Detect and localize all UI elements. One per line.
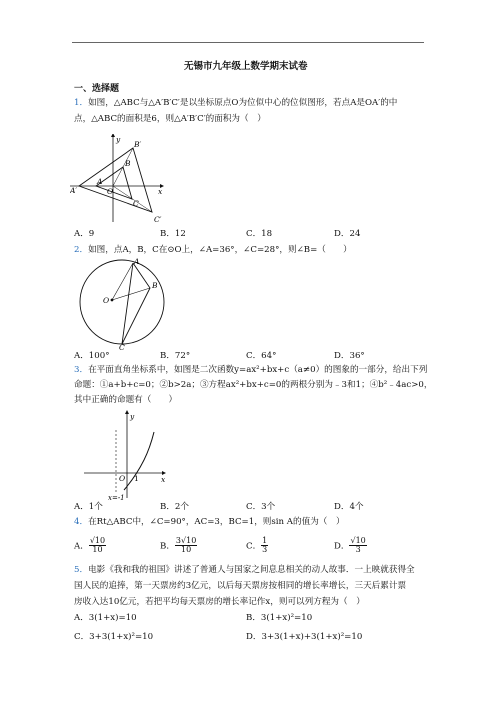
q4-option-a-fraction: [89, 537, 106, 555]
q4-option-b-fraction: [175, 537, 197, 555]
header-rule: [72, 42, 424, 43]
q1-label-cp: C′: [154, 215, 162, 224]
q3-label-symmetry: x=-1: [108, 494, 125, 500]
q4-option-a[interactable]: [74, 537, 106, 555]
q2-line1: [74, 246, 352, 256]
q3-y-arrow-icon: [125, 410, 129, 414]
q4-option-c[interactable]: [246, 537, 268, 555]
fraction-denominator: 3: [262, 545, 268, 555]
q4-number: 4．: [74, 517, 89, 527]
q1-option-b[interactable]: B．12: [160, 229, 186, 239]
q1-number: 1．: [74, 98, 89, 108]
q4-line1: [74, 518, 345, 528]
q2-label-b: B: [152, 281, 158, 290]
q4-text-1: 在Rt△ABC中，∠C=90°，AC=3，BC=1，则sin A的值为（ ）: [88, 517, 345, 527]
q3-option-b[interactable]: B．2个: [160, 502, 189, 512]
q3-text-3: 其中正确的命题有（ ）: [74, 395, 178, 405]
q1-label-ap: A′: [70, 186, 78, 195]
page-title: 无锡市九年级上数学期末试卷: [184, 61, 308, 72]
fraction-denominator: 10: [92, 545, 103, 555]
q3-number: 3．: [74, 365, 89, 375]
q3-label-1: 1: [134, 474, 139, 483]
fraction-numerator: √10: [350, 536, 366, 545]
q4-option-d-fraction: [349, 537, 366, 555]
fraction-denominator: 3: [355, 545, 361, 555]
q4-option-d[interactable]: [334, 537, 367, 555]
q2-option-d[interactable]: D．36°: [334, 351, 365, 361]
q1-label-a: A: [97, 177, 103, 186]
q3-option-d[interactable]: D．4个: [334, 502, 364, 512]
section-heading: 一、选择题: [74, 84, 120, 94]
fraction-numerator: √10: [89, 536, 106, 545]
q5-text-2: 国人民的追捧，第一天票房约3亿元，以后每天票房按相同的增长率增长，三天后累计票: [74, 581, 407, 591]
q1-y-arrow-icon: [111, 134, 115, 137]
q4-option-c-label: C．: [246, 541, 262, 552]
q1-label-bp: B′: [134, 140, 142, 149]
q3-line1: [74, 366, 427, 376]
q1-line1: [74, 99, 397, 109]
q4-option-d-label: D．: [334, 541, 350, 552]
q1-option-c[interactable]: C．18: [246, 229, 273, 239]
q5-text-1: 电影《我和我的祖国》讲述了普通人与国家之间息息相关的动人故事．一上映就获得全: [88, 565, 415, 575]
q1-text-1: 如图，△ABC与△A′B′C′是以坐标原点O为位似中心的位似图形，若点A是OA′的中: [88, 98, 398, 108]
q5-option-b[interactable]: B．3(1+x)²=10: [246, 613, 313, 623]
fraction-numerator: 3√10: [175, 536, 197, 545]
q2-option-a[interactable]: A．100°: [74, 351, 110, 361]
q2-option-b[interactable]: B．72°: [160, 351, 191, 361]
q3-text-1: 在平面直角坐标系中，如图是二次函数y=ax²+bx+c（a≠0）的图象的一部分，给出下列: [88, 365, 428, 375]
q1-option-a[interactable]: A．9: [74, 229, 95, 239]
q3-text-2: 命题：①a+b+c=0；②b>2a；③方程ax²+bx+c=0的两根分别为﹣3和1；④b²﹣4ac>0，: [74, 380, 433, 390]
q5-text-3: 房收入达10亿元，若把平均每天票房的增长率记作x，则可以列方程为（ ）: [74, 597, 365, 607]
q3-label-o: O: [119, 474, 126, 483]
q1-triangle-big: [79, 148, 152, 212]
q3-option-a[interactable]: A．1个: [74, 502, 103, 512]
q1-label-o: O: [107, 187, 114, 196]
q1-label-y: y: [116, 135, 121, 144]
q2-label-c: C: [119, 343, 125, 350]
q5-number: 5．: [74, 565, 89, 575]
q1-label-b: B: [125, 159, 131, 168]
q2-text-1: 如图，点A，B，C在⊙O上，∠A=36°，∠C=28°，则∠B=（ ）: [88, 245, 352, 255]
q2-circle: [80, 260, 164, 344]
q3-label-y: y: [130, 412, 135, 421]
q3-parabola: [124, 432, 154, 490]
fraction-numerator: 1: [262, 536, 268, 545]
q5-line1: [74, 566, 415, 576]
fraction-denominator: 10: [181, 545, 192, 555]
q1-label-c: C: [133, 199, 139, 208]
q3-figure: [84, 410, 170, 500]
q2-option-c[interactable]: C．64°: [246, 351, 277, 361]
q1-label-x: x: [158, 187, 163, 196]
q4-option-b-label: B．: [160, 541, 175, 552]
q2-number: 2．: [74, 245, 89, 255]
q1-figure: [70, 134, 170, 226]
q5-option-d[interactable]: D．3+3(1+x)+3(1+x)²=10: [246, 632, 363, 642]
q5-option-a[interactable]: A．3(1+x)=10: [74, 613, 137, 623]
q1-text-2: 点，△ABC的面积是6，则△A′B′C′的面积为（ ）: [74, 114, 266, 124]
q3-option-c[interactable]: C．3个: [246, 502, 276, 512]
q1-option-d[interactable]: D．24: [334, 229, 361, 239]
q4-option-c-fraction: [261, 537, 268, 555]
q4-option-b[interactable]: [160, 537, 197, 555]
q3-label-x: x: [161, 475, 166, 484]
q5-option-c[interactable]: C．3+3(1+x)²=10: [74, 632, 154, 642]
q4-option-a-label: A．: [74, 541, 89, 552]
q2-figure: [76, 258, 168, 350]
q2-label-o: O: [103, 296, 110, 305]
q2-label-a: A: [134, 258, 140, 266]
